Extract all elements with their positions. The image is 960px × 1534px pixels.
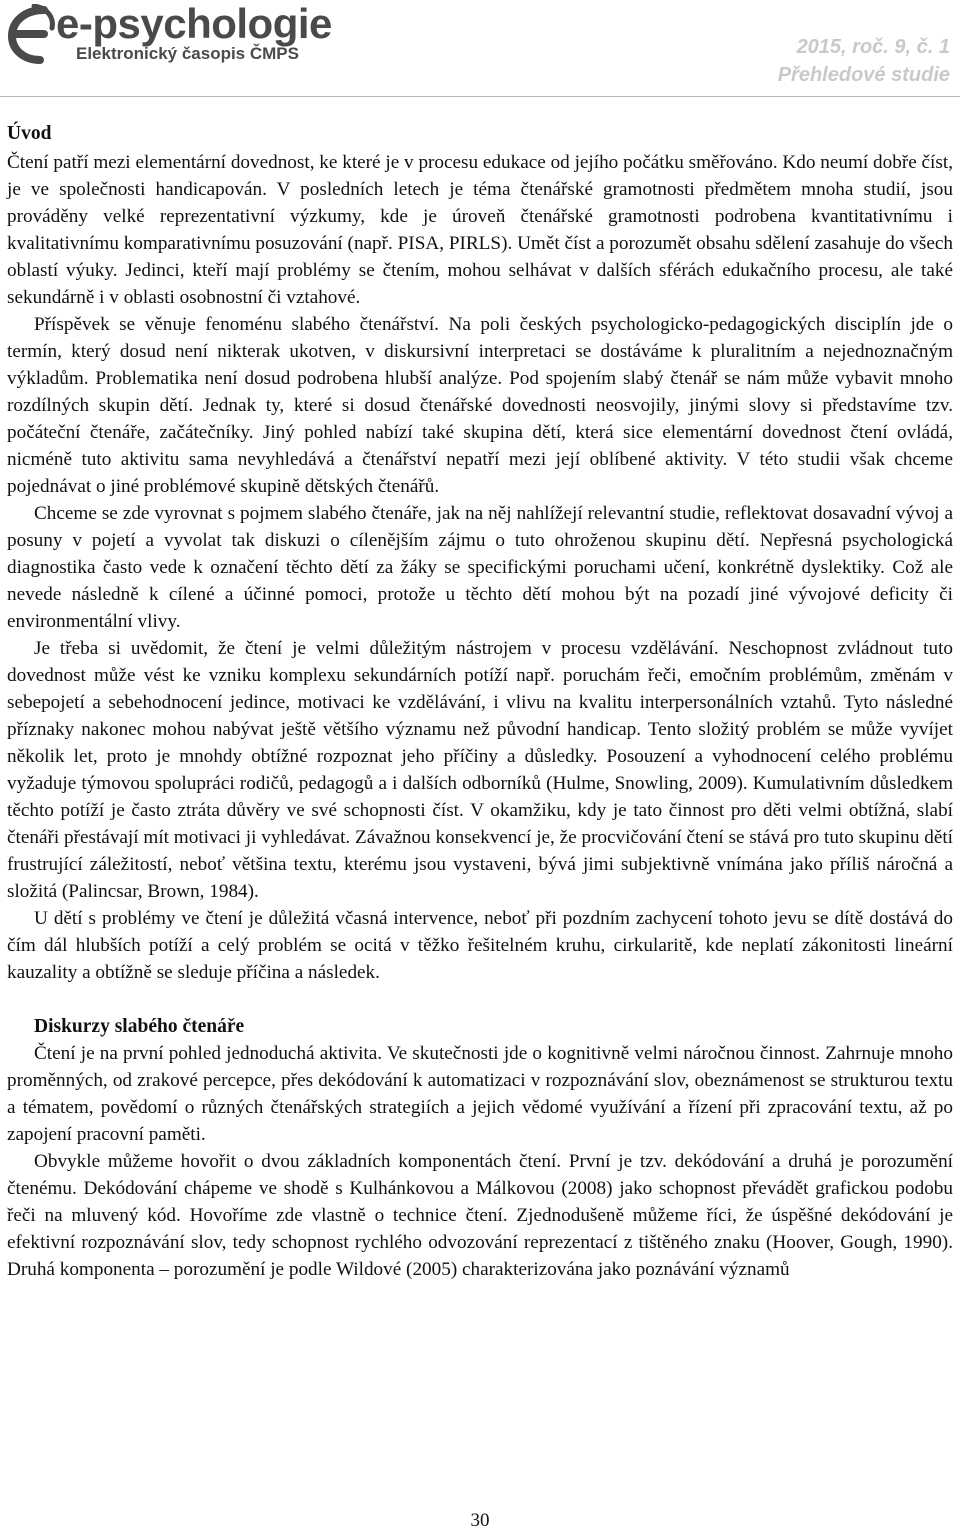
intro-paragraph-4: Je třeba si uvědomit, že čtení je velmi důležitým nástrojem v procesu vzdělávání. Neschopnost zvládnout tuto dovednost může vést ke vzniku komplexu sekundárních potíží např. poruchám řeči, emočním problémům, změnám v sebepojetí a sebehodnocení jedince, motivaci ke vzdělávání, i vlivu na kvalitu interpersonálních vztahů. Tyto následné příznaky nakonec mohou nabývat ještě většího významu než původní handicap. Tento složitý problém se může vyvíjet několik let, proto je mnohdy obtížné rozpoznat jeho příčiny a důsledky. Posouzení a vyhodnocení celého problému vyžaduje týmovou spolupráci rodičů, pedagogů a i dalších odborníků (Hulme, Snowling, 2009). Kumulativním důsledkem těchto potíží je často ztráta důvěry ve své schopnosti číst. V okamžiku, kdy je tato činnost pro děti velmi obtížná, slabí čtenáři přestávají mít motivaci ji vyhledávat. Závažnou konsekvencí je, že procvičování čtení se stává pro tuto skupinu dětí frustrující záležitostí, neboť většina textu, kterému jsou vystaveni, bývá jimi subjektivně vnímána jako příliš náročná a složitá (Palincsar, Brown, 1984). — [7, 638, 953, 902]
heading-section-2: Diskurzy slabého čtenáře — [34, 1016, 245, 1037]
page-header — [0, 0, 960, 96]
section2-paragraph-2: Obvykle můžeme hovořit o dvou základních komponentách čtení. První je tzv. dekódování a druhá je porozumění čtenému. Dekódování chápeme ve shodě s Kulhánkovou a Málkovou (2008) jako schopnost převádět grafickou podobu řeči na mluvený kód. Hovoříme zde vlastně o technice čtení. Zjednodušeně můžeme říci, že úspěšné dekódování je efektivní rozpoznávání slov, tedy schopnost rychlého odvozování reprezentací z tištěného znaku (Hoover, Gough, 1990). Druhá komponenta – porozumění je podle Wildové (2005) charakterizována jako poznávání významů — [7, 1151, 953, 1280]
logo-title: e-psychologie — [56, 0, 332, 47]
section-spacer — [7, 986, 953, 1013]
article-body — [7, 119, 953, 1283]
issue-label: 2015, roč. 9, č. 1 — [796, 36, 950, 58]
intro-paragraph-2: Příspěvek se věnuje fenoménu slabého čtenářství. Na poli českých psychologicko-pedagogických disciplín jde o termín, který dosud není nikterak ukotven, v diskursivní interpretaci se dostáváme k pluralitním a nejednoznačným výkladům. Problematika není dosud podrobena hlubší analýze. Pod spojením slabý čtenář se nám může vybavit mnoho rozdílných skupin dětí. Jednak ty, které si dosud čtenářské dovednosti neosvojily, jinými slovy si představíme tzv. počáteční čtenáře, začátečníky. Jiný pohled nabízí také skupina dětí, která sice elementární dovednost čtení ovládá, nicméně tuto aktivitu sama nevyhledává a čtenářství nepatří mezi její oblíbené aktivity. V této studii však chceme pojednávat o jiné problémové skupině dětských čtenářů. — [7, 314, 953, 497]
logo-mark-icon — [4, 4, 60, 64]
page-number: 30 — [470, 1510, 490, 1531]
journal-logo — [4, 2, 364, 68]
intro-paragraph-5: U dětí s problémy ve čtení je důležitá včasná intervence, neboť při pozdním zachycení tohoto jevu se dítě dostává do čím dál hlubších potíží a celý problém se ocitá v těžko řešitelném kruhu, cirkularitě, kde neplatí zákonitosti lineární kauzality a obtížně se sleduje příčina a následek. — [7, 908, 953, 983]
intro-paragraph-1: Čtení patří mezi elementární dovednost, ke které je v procesu edukace od jejího počátku směřováno. Kdo neumí dobře číst, je ve společnosti handicapován. V posledních letech je téma čtenářské gramotnosti předmětem mnoha studií, jsou prováděny velké reprezentativní výzkumy, kde je úroveň čtenářské gramotnosti podrobena kvantitativnímu i kvalitativnímu komparativnímu posuzování (např. PISA, PIRLS). Umět číst a porozumět obsahu sdělení zasahuje do všech oblastí výuky. Jedinci, kteří mají problémy se čtením, mohou selhávat v dalších sférách edukačního procesu, ale také sekundárně i v oblasti osobnostní či vztahové. — [7, 152, 953, 308]
intro-paragraph-3: Chceme se zde vyrovnat s pojmem slabého čtenáře, jak na něj nahlížejí relevantní studie, reflektovat dosavadní vývoj a posuny v pojetí a vyvolat tak diskuzi o cílenějším zájmu o tuto ohroženou skupinu dětí. Nepřesná psychologická diagnostika často vede k označení těchto dětí za žáky se specifickými poruchami učení, konkrétně dyslektiky. Což ale nevede následně k cílené a účinné pomoci, protože u těchto dětí mohou být na pozadí jiné vývojové deficity či environmentální vlivy. — [7, 503, 953, 632]
heading-intro: Úvod — [7, 123, 52, 144]
section2-paragraph-1: Čtení je na první pohled jednoduchá aktivita. Ve skutečnosti jde o kognitivně velmi náročnou činnost. Zahrnuje mnoho proměnných, od zrakové percepce, přes dekódování k automatizaci v rozpoznávání slov, obeznámenost se strukturou textu a tématem, povědomí o různých čtenářských strategiích a jejich vědomé využívání a řízení při zpracování textu, až po zapojení pracovní paměti. — [7, 1043, 953, 1145]
header-divider — [0, 96, 960, 97]
section-label: Přehledové studie — [777, 64, 950, 86]
logo-subtitle: Elektronický časopis ČMPS — [76, 44, 299, 63]
